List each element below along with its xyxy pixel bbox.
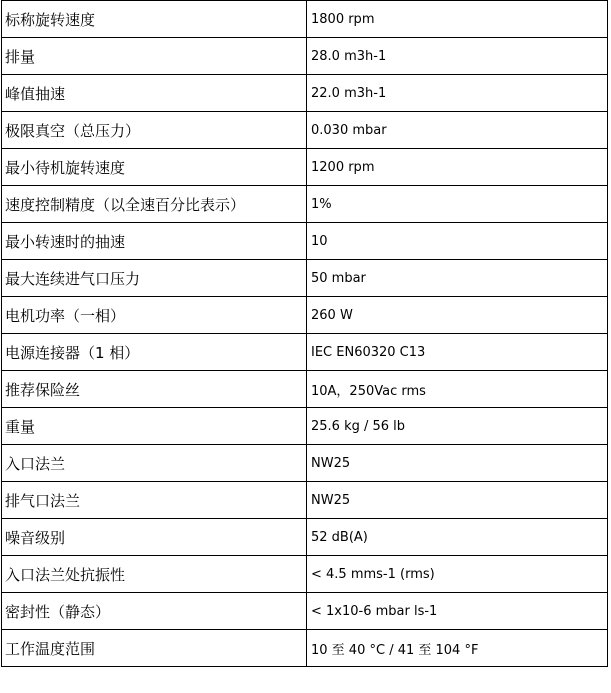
spec-value: 28.0 m3h-1: [307, 38, 608, 75]
spec-value: < 1x10-6 mbar ls-1: [307, 593, 608, 630]
spec-label: 电源连接器（1 相）: [2, 334, 307, 371]
spec-value: 1200 rpm: [307, 149, 608, 186]
spec-table: [1, 0, 608, 667]
table-row: [2, 149, 608, 186]
spec-label: 入口法兰处抗振性: [2, 556, 307, 593]
spec-value: 22.0 m3h-1: [307, 75, 608, 112]
table-row: [2, 445, 608, 482]
spec-value: 1%: [307, 186, 608, 223]
spec-label: 最大连续进气口压力: [2, 260, 307, 297]
spec-label: 峰值抽速: [2, 75, 307, 112]
spec-value: 10A，250Vac rms: [307, 371, 608, 408]
spec-value: < 4.5 mms-1 (rms): [307, 556, 608, 593]
spec-label: 工作温度范围: [2, 630, 307, 667]
table-row: [2, 38, 608, 75]
table-row: [2, 371, 608, 408]
table-row: [2, 519, 608, 556]
spec-label: 最小转速时的抽速: [2, 223, 307, 260]
spec-value: IEC EN60320 C13: [307, 334, 608, 371]
spec-value: NW25: [307, 445, 608, 482]
table-row: [2, 297, 608, 334]
table-row: [2, 482, 608, 519]
table-row: [2, 75, 608, 112]
table-row: [2, 630, 608, 667]
spec-label: 密封性（静态）: [2, 593, 307, 630]
table-row: [2, 223, 608, 260]
spec-label: 噪音级别: [2, 519, 307, 556]
table-row: [2, 334, 608, 371]
table-row: [2, 1, 608, 38]
table-row: [2, 556, 608, 593]
spec-label: 速度控制精度（以全速百分比表示）: [2, 186, 307, 223]
spec-label: 重量: [2, 408, 307, 445]
spec-value: 52 dB(A): [307, 519, 608, 556]
spec-value: 10: [307, 223, 608, 260]
spec-value: 1800 rpm: [307, 1, 608, 38]
table-row: [2, 593, 608, 630]
spec-value: NW25: [307, 482, 608, 519]
spec-label: 推荐保险丝: [2, 371, 307, 408]
spec-label: 入口法兰: [2, 445, 307, 482]
table-row: [2, 112, 608, 149]
spec-label: 极限真空（总压力）: [2, 112, 307, 149]
table-row: [2, 260, 608, 297]
table-row: [2, 408, 608, 445]
spec-value: 50 mbar: [307, 260, 608, 297]
spec-value: 25.6 kg / 56 lb: [307, 408, 608, 445]
spec-value: 260 W: [307, 297, 608, 334]
spec-label: 标称旋转速度: [2, 1, 307, 38]
spec-value: 10 至 40 °C / 41 至 104 °F: [307, 630, 608, 667]
table-row: [2, 186, 608, 223]
spec-label: 排气口法兰: [2, 482, 307, 519]
spec-label: 电机功率（一相）: [2, 297, 307, 334]
spec-label: 排量: [2, 38, 307, 75]
spec-label: 最小待机旋转速度: [2, 149, 307, 186]
spec-value: 0.030 mbar: [307, 112, 608, 149]
